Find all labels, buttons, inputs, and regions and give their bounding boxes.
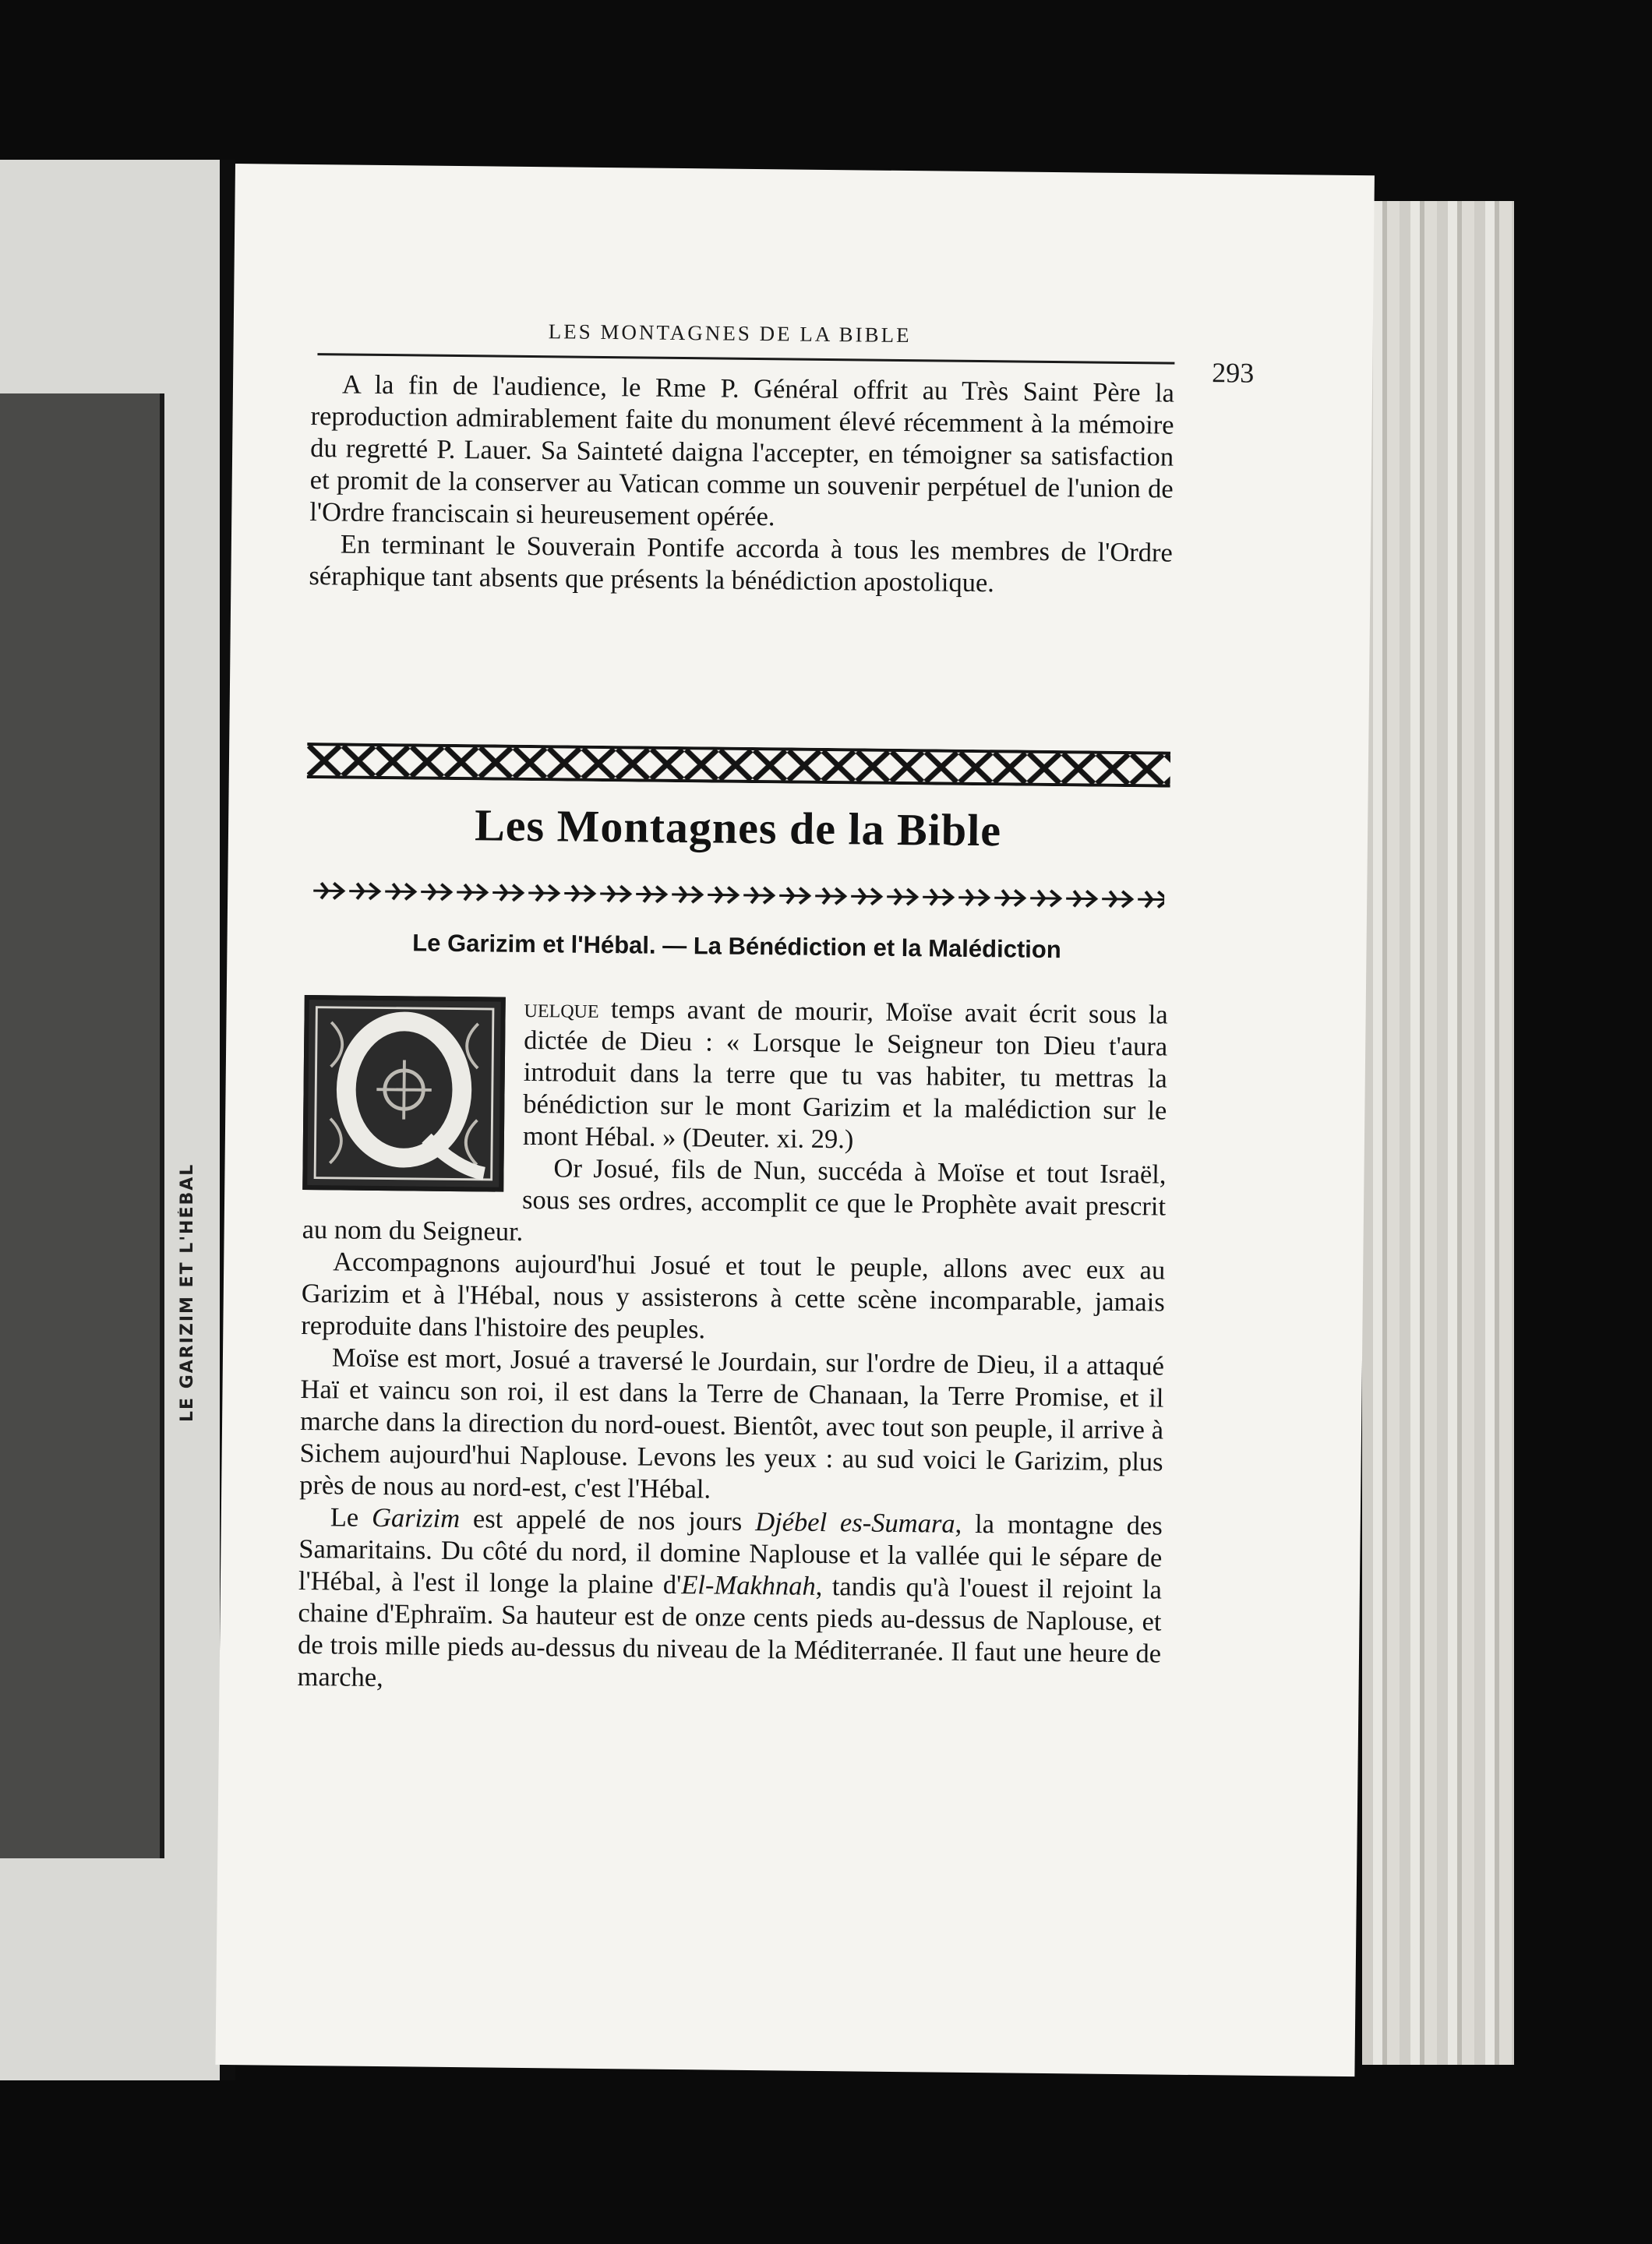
intro-paragraph-2: En terminant le Souverain Pontife accorda à tous les membres de l'Ordre séraphique tant absents que présents la bénédiction apostolique. bbox=[309, 529, 1174, 598]
lead-words: uelque bbox=[524, 993, 599, 1024]
article-paragraph-2: Or Josué, fils de Nun, succéda à Moïse et tout Israël, sous ses ordres, accomplit ce que le Prophète avait prescrit au nom du Seigneur. bbox=[302, 1153, 1167, 1247]
text-run: , la montagne des Samaritains. Du côté du nord, il domine Naplouse et la vallée qui le sépare de l'Hébal, à l'est il longe la plaine d' bbox=[298, 1508, 1163, 1600]
ornamental-band bbox=[307, 743, 1170, 788]
engraving-plate bbox=[0, 393, 164, 1858]
plate-caption: LE GARIZIM ET L'HÉBAL bbox=[178, 1163, 197, 1422]
paragraph-1-text: temps avant de mourir, Moïse avait écrit sous la dictée de Dieu : « Lorsque le Seigneur ton Dieu t'aura introduit dans la terre que tu vas habiter, tu mettras la bénédiction sur le mont Garizim et la malédiction sur le mont Hébal. » (Deuter. xi. 29.) bbox=[522, 993, 1168, 1155]
page-edges bbox=[1362, 201, 1514, 2065]
intro-paragraph-1: A la fin de l'audience, le Rme P. Général offrit au Très Saint Père la reproduction admirablement faite du monument élevé récemment à la mémoire du regretté P. Lauer. Sa Sainteté daigna l'accepter, en témoigner sa satisfaction et promit de la conserver au Vatican comme un souvenir perpétuel de l'union de l'Ordre franciscain si heureusement opérée. bbox=[309, 369, 1175, 532]
header-rule bbox=[317, 353, 1174, 365]
italic-place-name: El-Makhnah bbox=[681, 1570, 816, 1601]
initial-ornament bbox=[307, 1000, 500, 1187]
italic-place-name: Djébel es-Sumara bbox=[755, 1507, 955, 1539]
text-run: , tandis qu'à l'ouest il rejoint la chaine d'Ephraïm. Sa hauteur est de onze cents pieds au-dessus de Naplouse, et de trois mille pieds au-dessus du niveau de la Méditerranée. Il faut une heure de marche, bbox=[297, 1571, 1163, 1693]
page-number: 293 bbox=[1212, 357, 1255, 389]
page-header bbox=[317, 317, 1409, 389]
italic-place-name: Garizim bbox=[371, 1502, 461, 1534]
text-run: Le bbox=[330, 1502, 372, 1533]
article-subtitle: Le Garizim et l'Hébal. — La Bénédiction et la Malédiction bbox=[412, 929, 1061, 964]
text-run: est appelé de nos jours bbox=[459, 1504, 756, 1537]
ornamental-divider bbox=[310, 875, 1164, 915]
intro-text bbox=[309, 369, 1174, 602]
article-text bbox=[297, 990, 1167, 1702]
article-paragraph-3: Accompagnons aujourd'hui Josué et tout le peuple, allons avec eux au Garizim et à l'Hébal, nous y assisterons à cette scène incomparable, jamais reproduite dans l'histoire des peuples. bbox=[301, 1247, 1166, 1345]
book-page bbox=[215, 164, 1374, 2076]
previous-page bbox=[0, 160, 220, 2080]
article-title: Les Montagnes de la Bible bbox=[474, 799, 1002, 856]
illuminated-initial bbox=[302, 995, 506, 1192]
article-paragraph-5 bbox=[297, 1501, 1163, 1702]
article-paragraph-4: Moïse est mort, Josué a traversé le Jourdain, sur l'ordre de Dieu, il a attaqué Haï et vaincu son roi, il est dans la Terre de Chanaan, la Terre Promise, et il marche dans la direction du nord-ouest. Bientôt, avec tout son peuple, il arrive à Sichem aujourd'hui Naplouse. Levons les yeux : au sud voici le Garizim, plus près de nous au nord-est, c'est l'Hébal. bbox=[299, 1343, 1165, 1505]
running-head: LES MONTAGNES DE LA BIBLE bbox=[548, 319, 912, 348]
